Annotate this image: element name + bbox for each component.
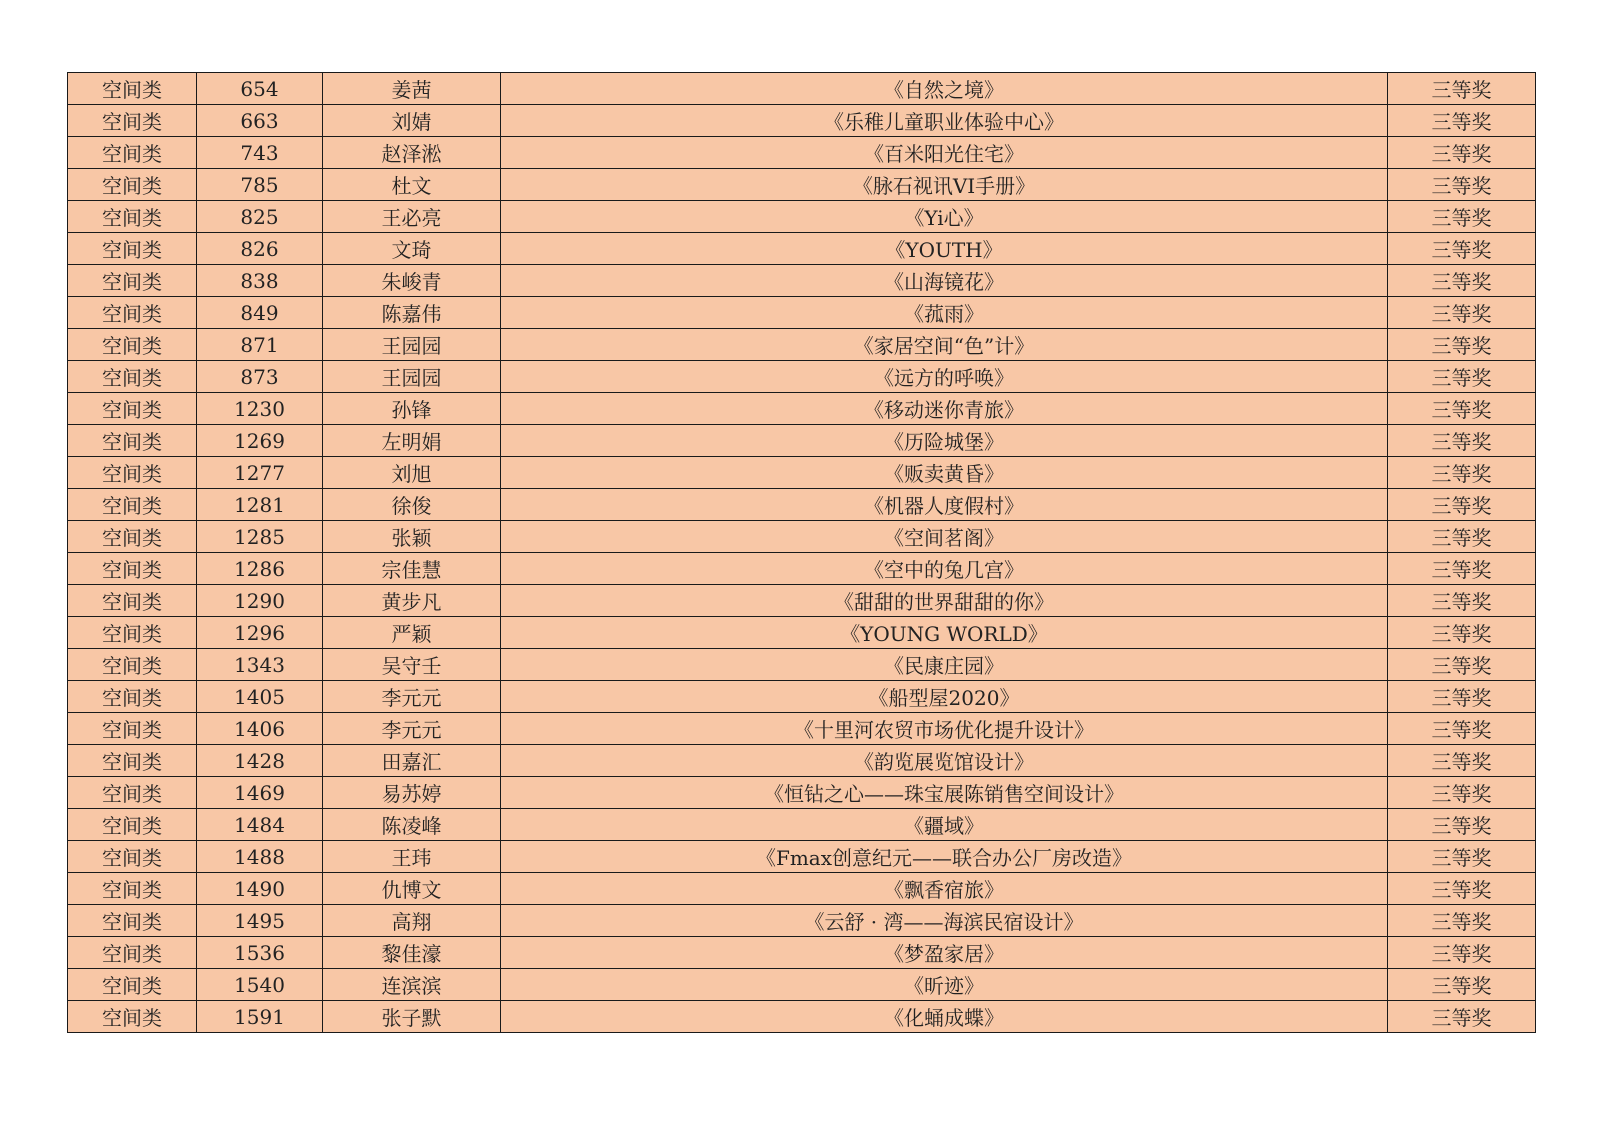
- author-name-cell: 朱峻青: [323, 265, 501, 297]
- category-cell: 空间类: [68, 553, 197, 585]
- entry-number-cell: 1343: [197, 649, 323, 681]
- entry-number-cell: 1406: [197, 713, 323, 745]
- category-cell: 空间类: [68, 841, 197, 873]
- entry-number-cell: 1285: [197, 521, 323, 553]
- author-name-cell: 刘婧: [323, 105, 501, 137]
- author-name-cell: 黎佳濠: [323, 937, 501, 969]
- award-level-cell: 三等奖: [1388, 73, 1536, 105]
- table-row: [68, 681, 1536, 713]
- work-title-cell: 《疆域》: [501, 809, 1388, 841]
- author-name-cell: 仇博文: [323, 873, 501, 905]
- award-level-cell: 三等奖: [1388, 297, 1536, 329]
- work-title-cell: 《飘香宿旅》: [501, 873, 1388, 905]
- award-level-cell: 三等奖: [1388, 649, 1536, 681]
- award-level-cell: 三等奖: [1388, 937, 1536, 969]
- table-row: [68, 873, 1536, 905]
- entry-number-cell: 1428: [197, 745, 323, 777]
- author-name-cell: 连滨滨: [323, 969, 501, 1001]
- entry-number-cell: 1281: [197, 489, 323, 521]
- author-name-cell: 左明娟: [323, 425, 501, 457]
- work-title-cell: 《百米阳光住宅》: [501, 137, 1388, 169]
- author-name-cell: 陈嘉伟: [323, 297, 501, 329]
- entry-number-cell: 1405: [197, 681, 323, 713]
- table-row: [68, 73, 1536, 105]
- work-title-cell: 《恒钻之心——珠宝展陈销售空间设计》: [501, 777, 1388, 809]
- author-name-cell: 宗佳慧: [323, 553, 501, 585]
- table-row: [68, 361, 1536, 393]
- category-cell: 空间类: [68, 73, 197, 105]
- work-title-cell: 《空中的兔几宫》: [501, 553, 1388, 585]
- table-row: [68, 393, 1536, 425]
- author-name-cell: 王园园: [323, 329, 501, 361]
- award-level-cell: 三等奖: [1388, 233, 1536, 265]
- award-level-cell: 三等奖: [1388, 201, 1536, 233]
- entry-number-cell: 785: [197, 169, 323, 201]
- author-name-cell: 孙锋: [323, 393, 501, 425]
- table-row: [68, 489, 1536, 521]
- category-cell: 空间类: [68, 905, 197, 937]
- table-row: [68, 745, 1536, 777]
- author-name-cell: 黄步凡: [323, 585, 501, 617]
- work-title-cell: 《昕迹》: [501, 969, 1388, 1001]
- award-level-cell: 三等奖: [1388, 905, 1536, 937]
- category-cell: 空间类: [68, 745, 197, 777]
- award-level-cell: 三等奖: [1388, 617, 1536, 649]
- category-cell: 空间类: [68, 937, 197, 969]
- category-cell: 空间类: [68, 361, 197, 393]
- award-level-cell: 三等奖: [1388, 777, 1536, 809]
- award-level-cell: 三等奖: [1388, 745, 1536, 777]
- work-title-cell: 《山海镜花》: [501, 265, 1388, 297]
- work-title-cell: 《甜甜的世界甜甜的你》: [501, 585, 1388, 617]
- table-row: [68, 713, 1536, 745]
- entry-number-cell: 873: [197, 361, 323, 393]
- award-level-cell: 三等奖: [1388, 393, 1536, 425]
- category-cell: 空间类: [68, 873, 197, 905]
- work-title-cell: 《船型屋2020》: [501, 681, 1388, 713]
- entry-number-cell: 1540: [197, 969, 323, 1001]
- work-title-cell: 《远方的呼唤》: [501, 361, 1388, 393]
- category-cell: 空间类: [68, 585, 197, 617]
- work-title-cell: 《空间茗阁》: [501, 521, 1388, 553]
- work-title-cell: 《乐稚儿童职业体验中心》: [501, 105, 1388, 137]
- document-page: [67, 72, 1535, 1033]
- entry-number-cell: 1277: [197, 457, 323, 489]
- award-level-cell: 三等奖: [1388, 1001, 1536, 1033]
- category-cell: 空间类: [68, 617, 197, 649]
- award-level-cell: 三等奖: [1388, 329, 1536, 361]
- category-cell: 空间类: [68, 713, 197, 745]
- work-title-cell: 《家居空间“色”计》: [501, 329, 1388, 361]
- work-title-cell: 《菰雨》: [501, 297, 1388, 329]
- entry-number-cell: 838: [197, 265, 323, 297]
- work-title-cell: 《化蛹成蝶》: [501, 1001, 1388, 1033]
- category-cell: 空间类: [68, 457, 197, 489]
- award-list-table: [67, 72, 1536, 1033]
- author-name-cell: 严颖: [323, 617, 501, 649]
- table-row: [68, 585, 1536, 617]
- category-cell: 空间类: [68, 681, 197, 713]
- award-level-cell: 三等奖: [1388, 841, 1536, 873]
- award-level-cell: 三等奖: [1388, 137, 1536, 169]
- award-level-cell: 三等奖: [1388, 457, 1536, 489]
- category-cell: 空间类: [68, 521, 197, 553]
- award-level-cell: 三等奖: [1388, 105, 1536, 137]
- table-row: [68, 905, 1536, 937]
- award-level-cell: 三等奖: [1388, 873, 1536, 905]
- author-name-cell: 文琦: [323, 233, 501, 265]
- table-row: [68, 329, 1536, 361]
- entry-number-cell: 1230: [197, 393, 323, 425]
- category-cell: 空间类: [68, 649, 197, 681]
- award-level-cell: 三等奖: [1388, 361, 1536, 393]
- entry-number-cell: 1484: [197, 809, 323, 841]
- category-cell: 空间类: [68, 265, 197, 297]
- table-row: [68, 809, 1536, 841]
- category-cell: 空间类: [68, 137, 197, 169]
- work-title-cell: 《自然之境》: [501, 73, 1388, 105]
- category-cell: 空间类: [68, 393, 197, 425]
- award-level-cell: 三等奖: [1388, 681, 1536, 713]
- award-table-body: [68, 73, 1536, 1033]
- author-name-cell: 易苏婷: [323, 777, 501, 809]
- category-cell: 空间类: [68, 425, 197, 457]
- table-row: [68, 105, 1536, 137]
- author-name-cell: 刘旭: [323, 457, 501, 489]
- category-cell: 空间类: [68, 489, 197, 521]
- author-name-cell: 徐俊: [323, 489, 501, 521]
- award-level-cell: 三等奖: [1388, 969, 1536, 1001]
- work-title-cell: 《历险城堡》: [501, 425, 1388, 457]
- author-name-cell: 李元元: [323, 713, 501, 745]
- table-row: [68, 521, 1536, 553]
- award-level-cell: 三等奖: [1388, 169, 1536, 201]
- entry-number-cell: 1269: [197, 425, 323, 457]
- award-level-cell: 三等奖: [1388, 809, 1536, 841]
- author-name-cell: 姜茜: [323, 73, 501, 105]
- work-title-cell: 《民康庄园》: [501, 649, 1388, 681]
- category-cell: 空间类: [68, 169, 197, 201]
- award-level-cell: 三等奖: [1388, 489, 1536, 521]
- entry-number-cell: 1490: [197, 873, 323, 905]
- work-title-cell: 《移动迷你青旅》: [501, 393, 1388, 425]
- work-title-cell: 《YOUTH》: [501, 233, 1388, 265]
- author-name-cell: 张颖: [323, 521, 501, 553]
- category-cell: 空间类: [68, 969, 197, 1001]
- table-row: [68, 425, 1536, 457]
- work-title-cell: 《云舒 · 湾——海滨民宿设计》: [501, 905, 1388, 937]
- entry-number-cell: 871: [197, 329, 323, 361]
- category-cell: 空间类: [68, 201, 197, 233]
- table-row: [68, 233, 1536, 265]
- table-row: [68, 553, 1536, 585]
- award-level-cell: 三等奖: [1388, 521, 1536, 553]
- author-name-cell: 高翔: [323, 905, 501, 937]
- entry-number-cell: 743: [197, 137, 323, 169]
- table-row: [68, 841, 1536, 873]
- award-level-cell: 三等奖: [1388, 265, 1536, 297]
- award-level-cell: 三等奖: [1388, 585, 1536, 617]
- award-level-cell: 三等奖: [1388, 713, 1536, 745]
- entry-number-cell: 1488: [197, 841, 323, 873]
- category-cell: 空间类: [68, 297, 197, 329]
- table-row: [68, 265, 1536, 297]
- entry-number-cell: 1296: [197, 617, 323, 649]
- category-cell: 空间类: [68, 105, 197, 137]
- entry-number-cell: 825: [197, 201, 323, 233]
- entry-number-cell: 1290: [197, 585, 323, 617]
- work-title-cell: 《十里河农贸市场优化提升设计》: [501, 713, 1388, 745]
- work-title-cell: 《机器人度假村》: [501, 489, 1388, 521]
- work-title-cell: 《脉石视讯VI手册》: [501, 169, 1388, 201]
- table-row: [68, 1001, 1536, 1033]
- table-row: [68, 457, 1536, 489]
- entry-number-cell: 1469: [197, 777, 323, 809]
- category-cell: 空间类: [68, 777, 197, 809]
- table-row: [68, 937, 1536, 969]
- entry-number-cell: 826: [197, 233, 323, 265]
- entry-number-cell: 663: [197, 105, 323, 137]
- author-name-cell: 王必亮: [323, 201, 501, 233]
- author-name-cell: 杜文: [323, 169, 501, 201]
- table-row: [68, 169, 1536, 201]
- table-row: [68, 297, 1536, 329]
- author-name-cell: 李元元: [323, 681, 501, 713]
- table-row: [68, 137, 1536, 169]
- table-row: [68, 201, 1536, 233]
- entry-number-cell: 1286: [197, 553, 323, 585]
- table-row: [68, 617, 1536, 649]
- author-name-cell: 陈凌峰: [323, 809, 501, 841]
- work-title-cell: 《Yi心》: [501, 201, 1388, 233]
- author-name-cell: 王园园: [323, 361, 501, 393]
- category-cell: 空间类: [68, 809, 197, 841]
- work-title-cell: 《梦盈家居》: [501, 937, 1388, 969]
- work-title-cell: 《YOUNG WORLD》: [501, 617, 1388, 649]
- work-title-cell: 《韵览展览馆设计》: [501, 745, 1388, 777]
- table-row: [68, 649, 1536, 681]
- category-cell: 空间类: [68, 1001, 197, 1033]
- entry-number-cell: 654: [197, 73, 323, 105]
- entry-number-cell: 1536: [197, 937, 323, 969]
- author-name-cell: 吴守壬: [323, 649, 501, 681]
- work-title-cell: 《Fmax创意纪元——联合办公厂房改造》: [501, 841, 1388, 873]
- award-level-cell: 三等奖: [1388, 425, 1536, 457]
- table-row: [68, 777, 1536, 809]
- category-cell: 空间类: [68, 329, 197, 361]
- work-title-cell: 《贩卖黄昏》: [501, 457, 1388, 489]
- table-row: [68, 969, 1536, 1001]
- author-name-cell: 田嘉汇: [323, 745, 501, 777]
- author-name-cell: 赵泽淞: [323, 137, 501, 169]
- award-level-cell: 三等奖: [1388, 553, 1536, 585]
- entry-number-cell: 849: [197, 297, 323, 329]
- category-cell: 空间类: [68, 233, 197, 265]
- entry-number-cell: 1495: [197, 905, 323, 937]
- author-name-cell: 王玮: [323, 841, 501, 873]
- entry-number-cell: 1591: [197, 1001, 323, 1033]
- author-name-cell: 张子默: [323, 1001, 501, 1033]
